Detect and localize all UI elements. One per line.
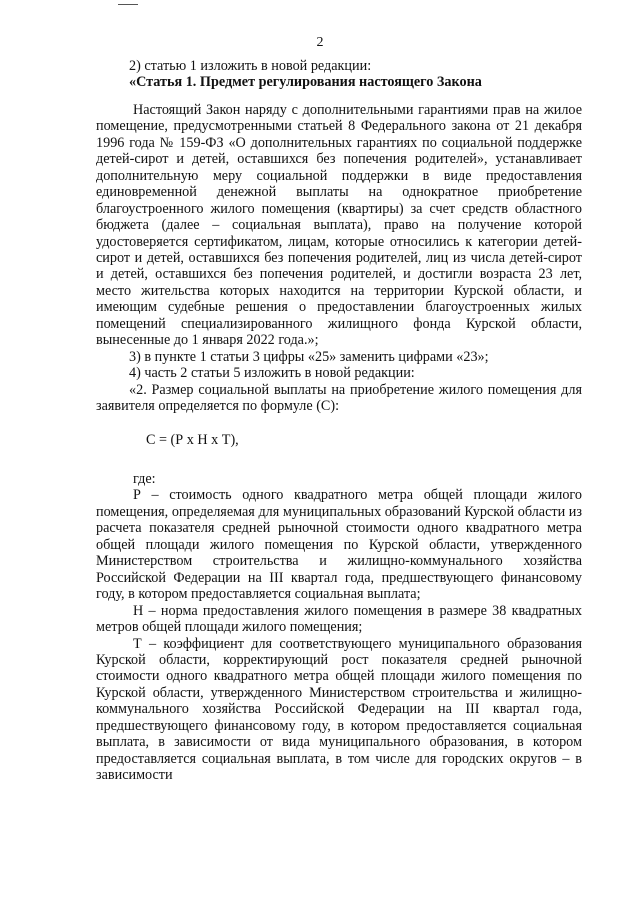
top-scan-mark xyxy=(118,4,138,5)
item-3: 3) в пункте 1 статьи 3 цифры «25» заменить цифрами «23»; xyxy=(129,348,489,365)
part-2-text: «2. Размер социальной выплаты на приобретение жилого помещения для заявителя определяется по формуле (С): xyxy=(96,381,582,415)
formula: С = (Р х Н х Т), xyxy=(146,431,239,448)
page-number: 2 xyxy=(316,35,324,50)
article-body-paragraph: Настоящий Закон наряду с дополнительными гарантиями прав на жилое помещение, предусмотренными статьей 8 Федерального закона от 21 декабря 1996 года № 159-ФЗ «О дополнительных гарантиях по социальной поддержке детей-сирот и детей, оставшихся без попечения родителей», устанавливает дополнительную меру социальной поддержки в виде предоставления единовременной денежной выплаты на однократное приобретение благоустроенного жилого помещения (квартиры) за счет средств областного бюджета (далее – социальная выплата), право на получение которой удостоверяется сертификатом, лицам, которые относились к категории детей-сирот и детей, оставшихся без попечения родителей, лиц из числа детей-сирот и детей, оставшихся без попечения родителей, и достигли возраста 23 лет, место жительства которых находится на территории Курской области, и имеющим судебные решения о предоставлении благоустроенных жилых помещений специализированного жилищного фонда Курской области, вынесенные до 1 января 2022 года.»; xyxy=(96,101,582,349)
article-title: «Статья 1. Предмет регулирования настоящего Закона xyxy=(129,74,482,91)
item-2-intro: 2) статью 1 изложить в новой редакции: xyxy=(129,58,372,74)
item-4: 4) часть 2 статьи 5 изложить в новой редакции: xyxy=(129,365,415,382)
where-label: где: xyxy=(133,470,156,487)
definition-p: Р – стоимость одного квадратного метра общей площади жилого помещения, определяемая для муниципальных образований Курской области из расчета показателя средней рыночной стоимости одного квадратного метра общей площади жилого помещения по Курской области, утвержденного Министерством строительства и жилищно-коммунального хозяйства Российской Федерации на III квартал года, предшествующего финансовому году, в котором предоставляется социальная выплата; xyxy=(96,487,582,603)
definition-t: Т – коэффициент для соответствующего муниципального образования Курской области, корректирующий рост показателя средней рыночной стоимости одного квадратного метра общей площади жилого помещения по Курской области, утвержденного Министерством строительства и жилищно-коммунального хозяйства Российской Федерации на III квартал года, предшествующего финансовому году, в котором предоставляется социальная выплата, в зависимости от вида муниципального образования, в котором предоставляется социальная выплата, в том числе для городских округов – в зависимости xyxy=(96,635,582,784)
document-body xyxy=(96,58,582,784)
definition-h: Н – норма предоставления жилого помещения в размере 38 квадратных метров общей площади жилого помещения; xyxy=(96,602,582,636)
